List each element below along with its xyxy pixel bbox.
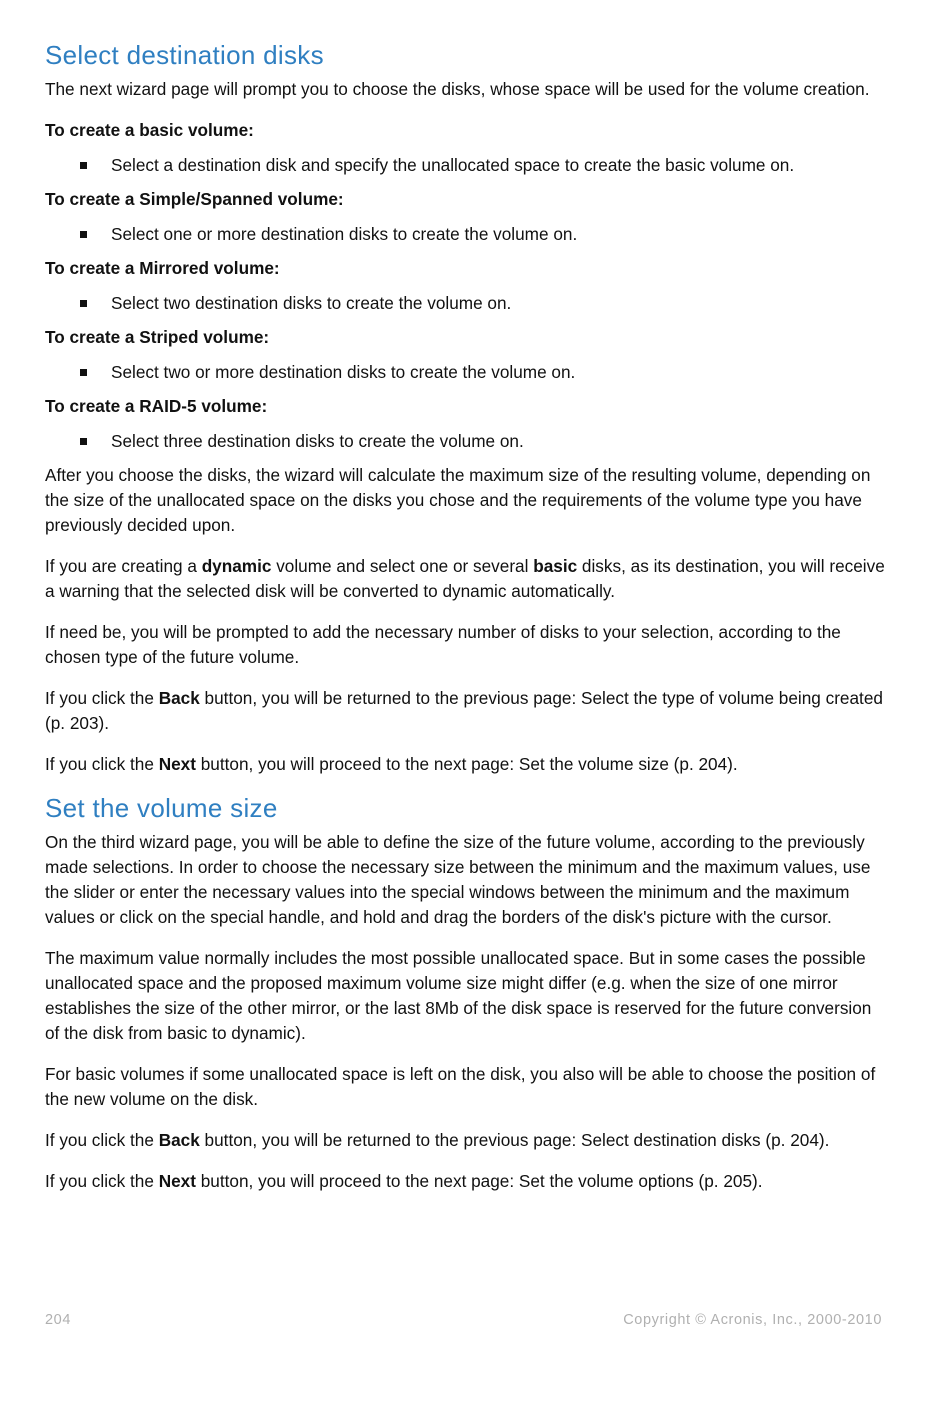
volume-size-paragraph-2: The maximum value normally includes the most possible unallocated space. But in some cases the possible unallocated space and the proposed maximum volume size might differ (e.g. when the size of one mirror establishes the size of the other mirror, or the last 8Mb of the disk space is reserved for the future conversion of the disk from basic to dynamic). [45,948,872,1044]
bullet-list [45,153,885,178]
bold-term: Back [158,688,200,709]
volume-size-paragraph-1: On the third wizard page, you will be able to define the size of the future volume, according to the previously made selections. In order to choose the necessary size between the minimum and the maximum values, use the slider or enter the necessary values into the special windows between the minimum and the maximum values or click on the special handle, and hold and drag the borders of the disk's picture with the cursor. [45,832,871,928]
bold-term: dynamic [201,556,272,577]
page-content [45,40,885,1210]
volume-size-paragraph-3: For basic volumes if some unallocated space is left on the disk, you also will be able to choose the position of the new volume on the disk. [45,1064,876,1110]
list-item-text: Select a destination disk and specify the unallocated space to create the basic volume on. [111,155,795,176]
after-choose-paragraph: After you choose the disks, the wizard will calculate the maximum size of the resulting volume, depending on the size of the unallocated space on the disks you chose and the requirements of the volume type you have previously decided upon. [45,465,871,536]
text-run: If you click the [45,1130,159,1151]
bold-term: basic [533,556,578,577]
bullet-square-icon [80,162,87,169]
text-run: If you click the [45,754,159,775]
bullet-square-icon [80,438,87,445]
list-item-text: Select three destination disks to create the volume on. [111,431,524,452]
bullet-square-icon [80,300,87,307]
bold-term: Next [158,1171,196,1192]
page-number: 204 [45,1312,71,1328]
label-mirrored-volume: To create a Mirrored volume: [45,258,280,279]
text-run: If you are creating a [45,556,202,577]
label-simple-spanned-volume: To create a Simple/Spanned volume: [45,189,344,210]
bullet-list [45,291,885,316]
list-item-text: Select two destination disks to create the volume on. [111,293,512,314]
list-item-text: Select one or more destination disks to create the volume on. [111,224,578,245]
dynamic-warning-paragraph [45,554,885,604]
text-run: If you click the [45,1171,159,1192]
section-title-volume-size: Set the volume size [45,793,278,824]
list-item-text: Select two or more destination disks to create the volume on. [111,362,576,383]
text-run: If you click the [45,688,159,709]
bullet-square-icon [80,369,87,376]
bullet-list [45,222,885,247]
list-item [45,153,885,178]
label-raid5-volume: To create a RAID-5 volume: [45,396,268,417]
next-button-paragraph [45,752,885,777]
back-button-paragraph [45,1128,885,1153]
text-run: button, you will be returned to the previous page: Select the type of volume being created (p. 203). [45,688,883,734]
bullet-square-icon [80,231,87,238]
text-run: button, you will be returned to the previous page: Select destination disks (p. 204). [199,1130,830,1151]
list-item [45,291,885,316]
list-item [45,360,885,385]
text-run: volume and select one or several [271,556,534,577]
bold-term: Next [158,754,196,775]
label-striped-volume: To create a Striped volume: [45,327,270,348]
copyright-notice: Copyright © Acronis, Inc., 2000-2010 [623,1312,882,1328]
label-basic-volume: To create a basic volume: [45,120,254,141]
text-run: button, you will proceed to the next page: Set the volume options (p. 205). [195,1171,763,1192]
list-item [45,222,885,247]
back-button-paragraph [45,686,885,736]
need-disks-paragraph: If need be, you will be prompted to add the necessary number of disks to your selection, according to the chosen type of the future volume. [45,622,841,668]
section-title-destination-disks: Select destination disks [45,40,324,70]
bullet-list [45,429,885,454]
section-volume-size [45,793,885,1194]
next-button-paragraph [45,1169,885,1194]
text-run: disks, as its destination, you will receive a warning that the selected disk will be converted to dynamic automatically. [45,556,885,602]
bullet-list [45,360,885,385]
bold-term: Back [158,1130,200,1151]
text-run: button, you will proceed to the next page: Set the volume size (p. 204). [195,754,738,775]
list-item [45,429,885,454]
intro-paragraph: The next wizard page will prompt you to choose the disks, whose space will be used for the volume creation. [45,79,870,100]
